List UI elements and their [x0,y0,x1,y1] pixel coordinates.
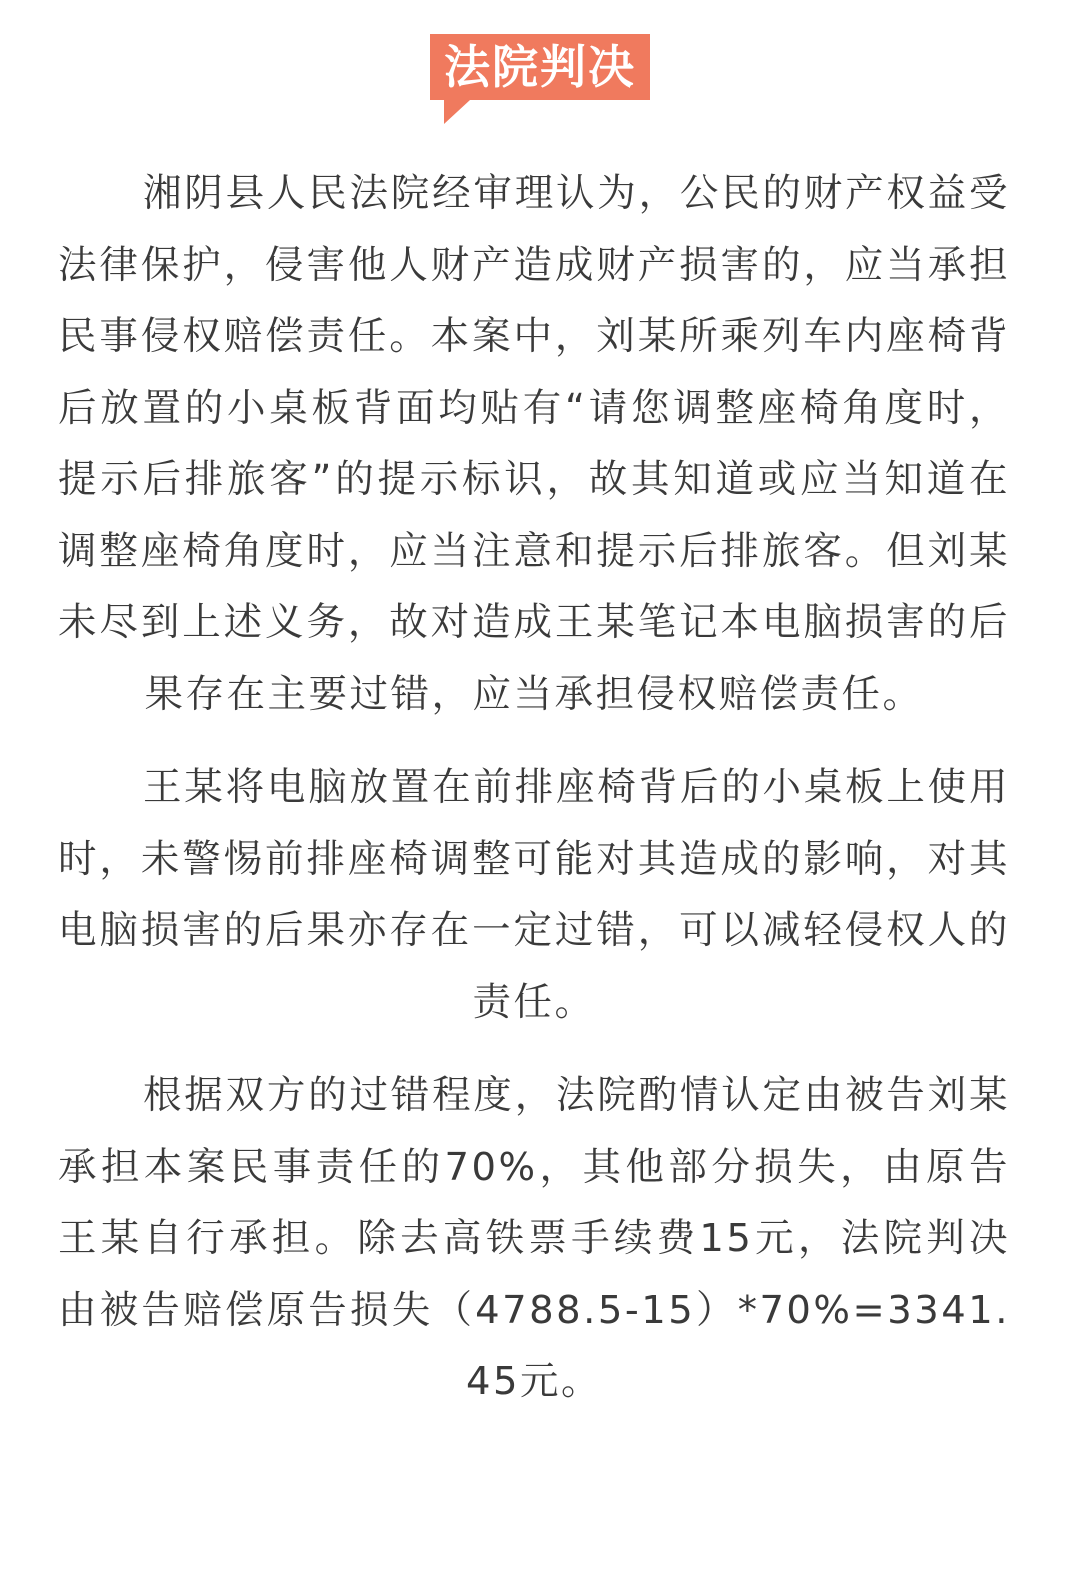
badge-pointer [444,100,470,124]
paragraph-court-finding: 湘阴县人民法院经审理认为，公民的财产权益受法律保护，侵害他人财产造成财产损害的，应当承担民事侵权赔偿责任。本案中，刘某所乘列车内座椅背后放置的小桌板背面均贴有“请您调整座椅角度时，提示后排旅客”的提示标识，故其知道或应当知道在调整座椅角度时，应当注意和提示后排旅客。但刘某未尽到上述义务，故对造成王某笔记本电脑损害的后果存在主要过错，应当承担侵权赔偿责任。 [58,171,1010,717]
section-title-badge [430,34,650,100]
section-header [0,34,1080,100]
paragraph-judgment-amount: 根据双方的过错程度，法院酌情认定由被告刘某承担本案民事责任的70%，其他部分损失，由原告王某自行承担。除去高铁票手续费15元，法院判决由被告赔偿原告损失（4788.5-15）*70%=3341.45元。 [58,1073,1010,1404]
paragraph-plaintiff-fault: 王某将电脑放置在前排座椅背后的小桌板上使用时，未警惕前排座椅调整可能对其造成的影响，对其电脑损害的后果亦存在一定过错，可以减轻侵权人的责任。 [58,765,1010,1025]
section-title: 法院判决 [444,40,636,94]
article-body [58,158,1010,1440]
